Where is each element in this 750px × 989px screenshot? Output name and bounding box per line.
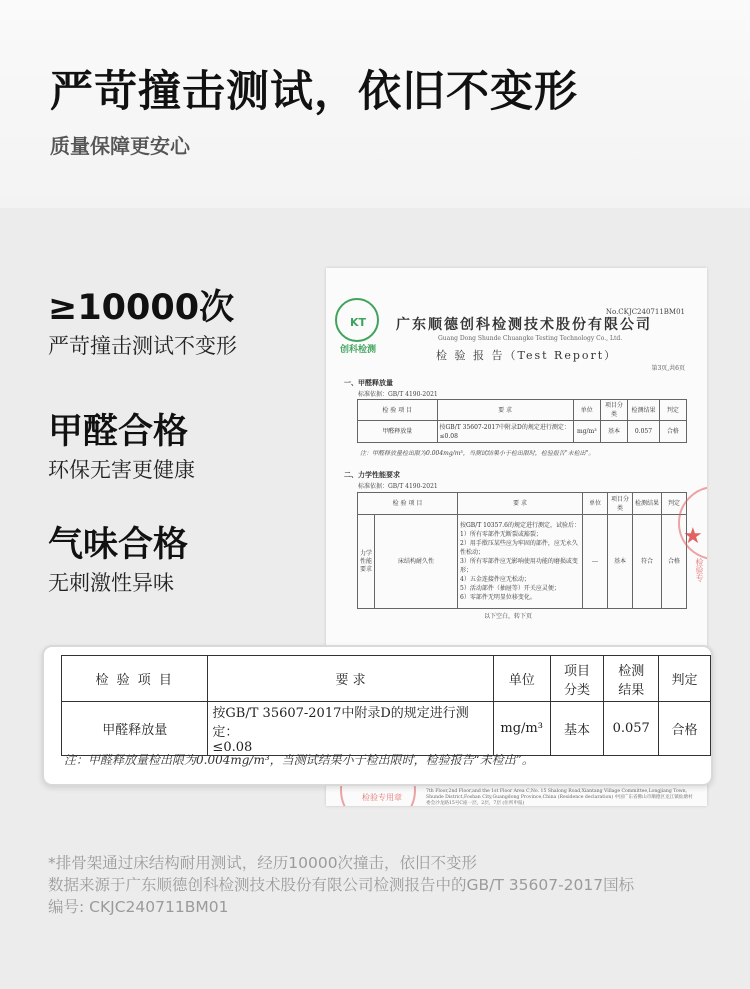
mechanical-table: 检 验 项 目 要 求 单位 项目分类 检测结果 判定 力学性能要求 床结构耐久性 按GB/T 10357.6的规定进行测定，试验后： 1）所有零部件无断裂或豁裂； 2）用手揿压某些应为牢固的部件，应无永久性松动； 3）所有零部件应无影响使用功能的磨损或变形； 4）五金连接件应无松动； 5）活动部件（抽屉等）开关应灵便； 6）零部件无明显位移变化。 --- 基本 符合 合格 — [357, 492, 687, 609]
page-subtitle: 质量保障更安心 — [50, 134, 190, 158]
continue-text: 以下空白，转下页 — [484, 613, 533, 620]
section-standard: 标准依据：GB/T 4190-2021 — [358, 483, 438, 490]
footnote-line: 数据来源于广东顺德创科检测技术股份有限公司检测报告中的GB/T 35607-2017国标 — [48, 876, 635, 894]
col-header: 项目 分类 — [550, 656, 604, 702]
cell-verdict: 合格 — [659, 702, 711, 756]
zoomed-table — [61, 655, 711, 756]
logo-label: 创科检测 — [339, 345, 376, 355]
formaldehyde-table: 检 验 项 目 要 求 单位 项目分类 检测结果 判定 甲醛释放量 按GB/T 35607-2017中附录D的规定进行测定：≤0.08 mg/m³ 基本 0.057 合格 — [357, 399, 687, 443]
footnote-line: 编号: CKJC240711BM01 — [48, 898, 229, 916]
table-row — [62, 702, 711, 756]
company-name-en: Guang Dong Shunde Chuangke Testing Technology Co., Ltd. — [438, 335, 623, 342]
feature-desc: 环保无害更健康 — [48, 458, 195, 482]
zoomed-table-card — [42, 645, 713, 786]
cell-requirement: 按GB/T 35607-2017中附录D的规定进行测定： ≤0.08 — [208, 702, 493, 756]
seal-star-icon: ★ — [683, 524, 703, 549]
section-standard: 标准依据：GB/T 4190-2021 — [358, 391, 438, 398]
seal-bottom-text: 检验专用章 — [362, 793, 402, 802]
feature-impact — [48, 287, 318, 361]
report-title: 检 验 报 告（Test Report） — [436, 349, 618, 362]
col-header: 要 求 — [208, 656, 493, 702]
page-title: 严苛撞击测试，依旧不变形 — [50, 67, 578, 117]
report-number: No.CKJC240711BM01 — [605, 308, 685, 316]
cell-item: 甲醛释放量 — [62, 702, 208, 756]
zoomed-note: 注：甲醛释放量检出限为0.004mg/m³，当测试结果小于检出限时，检验报告“未检出”。 — [64, 753, 534, 767]
feature-title: 气味合格 — [48, 525, 189, 565]
cell-unit: mg/m³ — [493, 702, 550, 756]
page-indicator: 第3页,共6页 — [651, 365, 685, 372]
col-header: 检 验 项 目 — [62, 656, 208, 702]
section-note: 注：甲醛释放量检出限为0.004mg/m³，当测试结果小于检出限时，检验报告"未检出"。 — [360, 450, 595, 457]
feature-desc: 严苛撞击测试不变形 — [48, 334, 237, 358]
report-footer: 7th Floor,2nd Floor,and the 1st Floor Area C,No. 15 Shalong Road,Xiantang Village Committee,Longjiang Town, Shunde District,Foshan City,Guangdong Province,China (Residence declaration) 中国广东省佛山市顺德区龙江镇仙塘村委会沙龙路15号C座一层，2层，7层 (住所申报) — [426, 789, 693, 806]
feature-title: 甲醛合格 — [48, 412, 189, 452]
col-header: 单位 — [493, 656, 550, 702]
feature-title: ≥10000次 — [48, 288, 235, 328]
col-header: 判定 — [659, 656, 711, 702]
company-logo-icon: KT — [335, 298, 379, 342]
cell-result: 0.057 — [604, 702, 659, 756]
feature-desc: 无刺激性异味 — [48, 571, 174, 595]
footnote — [48, 852, 634, 918]
cell-category: 基本 — [550, 702, 604, 756]
section-title: 一、甲醛释放量 — [344, 378, 393, 387]
col-header: 检测 结果 — [604, 656, 659, 702]
footnote-line: *排骨架通过床结构耐用测试，经历10000次撞击，依旧不变形 — [48, 854, 478, 872]
section-title: 二、力学性能要求 — [344, 470, 400, 479]
feature-odor — [48, 524, 318, 598]
feature-formaldehyde — [48, 411, 318, 485]
seal-text: 检验专 — [695, 558, 704, 582]
company-name: 广东顺德创科检测技术股份有限公司 — [396, 317, 652, 333]
